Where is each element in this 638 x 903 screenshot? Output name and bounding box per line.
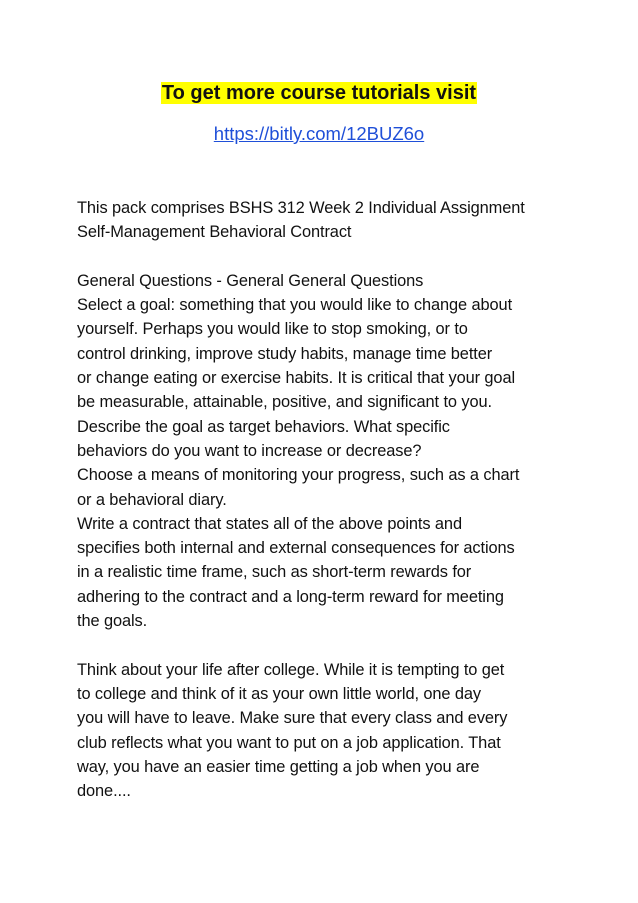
tutorial-link-line xyxy=(0,121,638,147)
questions-line: be measurable, attainable, positive, and significant to you. xyxy=(77,393,492,412)
closing-line: Think about your life after college. While it is tempting to get xyxy=(77,660,505,679)
questions-line: in a realistic time frame, such as short-term rewards for xyxy=(77,563,472,582)
questions-line: Select a goal: something that you would like to change about xyxy=(77,296,513,315)
questions-paragraph xyxy=(77,269,572,633)
closing-line: you will have to leave. Make sure that every class and every xyxy=(77,709,508,728)
questions-line: control drinking, improve study habits, manage time better xyxy=(77,344,493,363)
tutorial-link[interactable]: https://bitly.com/12BUZ6o xyxy=(213,123,425,144)
questions-line: General Questions - General General Questions xyxy=(77,271,424,290)
questions-line: Describe the goal as target behaviors. What specific xyxy=(77,417,450,436)
questions-line: Write a contract that states all of the above points and xyxy=(77,514,462,533)
paragraph-spacer xyxy=(77,245,572,269)
page-title xyxy=(0,79,638,107)
questions-line: Choose a means of monitoring your progress, such as a chart xyxy=(77,466,520,485)
closing-line: to college and think of it as your own little world, one day xyxy=(77,684,481,703)
highlighted-title: To get more course tutorials visit xyxy=(161,82,477,104)
closing-paragraph xyxy=(77,658,572,804)
questions-line: adhering to the contract and a long-term reward for meeting xyxy=(77,587,504,606)
closing-line: way, you have an easier time getting a job when you are xyxy=(77,757,480,776)
intro-line: Self-Management Behavioral Contract xyxy=(77,223,352,242)
questions-line: or change eating or exercise habits. It is critical that your goal xyxy=(77,369,515,388)
questions-line: yourself. Perhaps you would like to stop smoking, or to xyxy=(77,320,468,339)
intro-line: This pack comprises BSHS 312 Week 2 Individual Assignment xyxy=(77,199,525,217)
questions-line: the goals. xyxy=(77,612,148,631)
closing-line: done.... xyxy=(77,782,131,801)
questions-line: specifies both internal and external consequences for actions xyxy=(77,539,515,558)
questions-line: or a behavioral diary. xyxy=(77,490,227,509)
document-body xyxy=(77,196,572,803)
intro-paragraph xyxy=(77,196,572,245)
paragraph-spacer xyxy=(77,633,572,657)
closing-line: club reflects what you want to put on a job application. That xyxy=(77,733,501,752)
questions-line: behaviors do you want to increase or decrease? xyxy=(77,441,422,460)
